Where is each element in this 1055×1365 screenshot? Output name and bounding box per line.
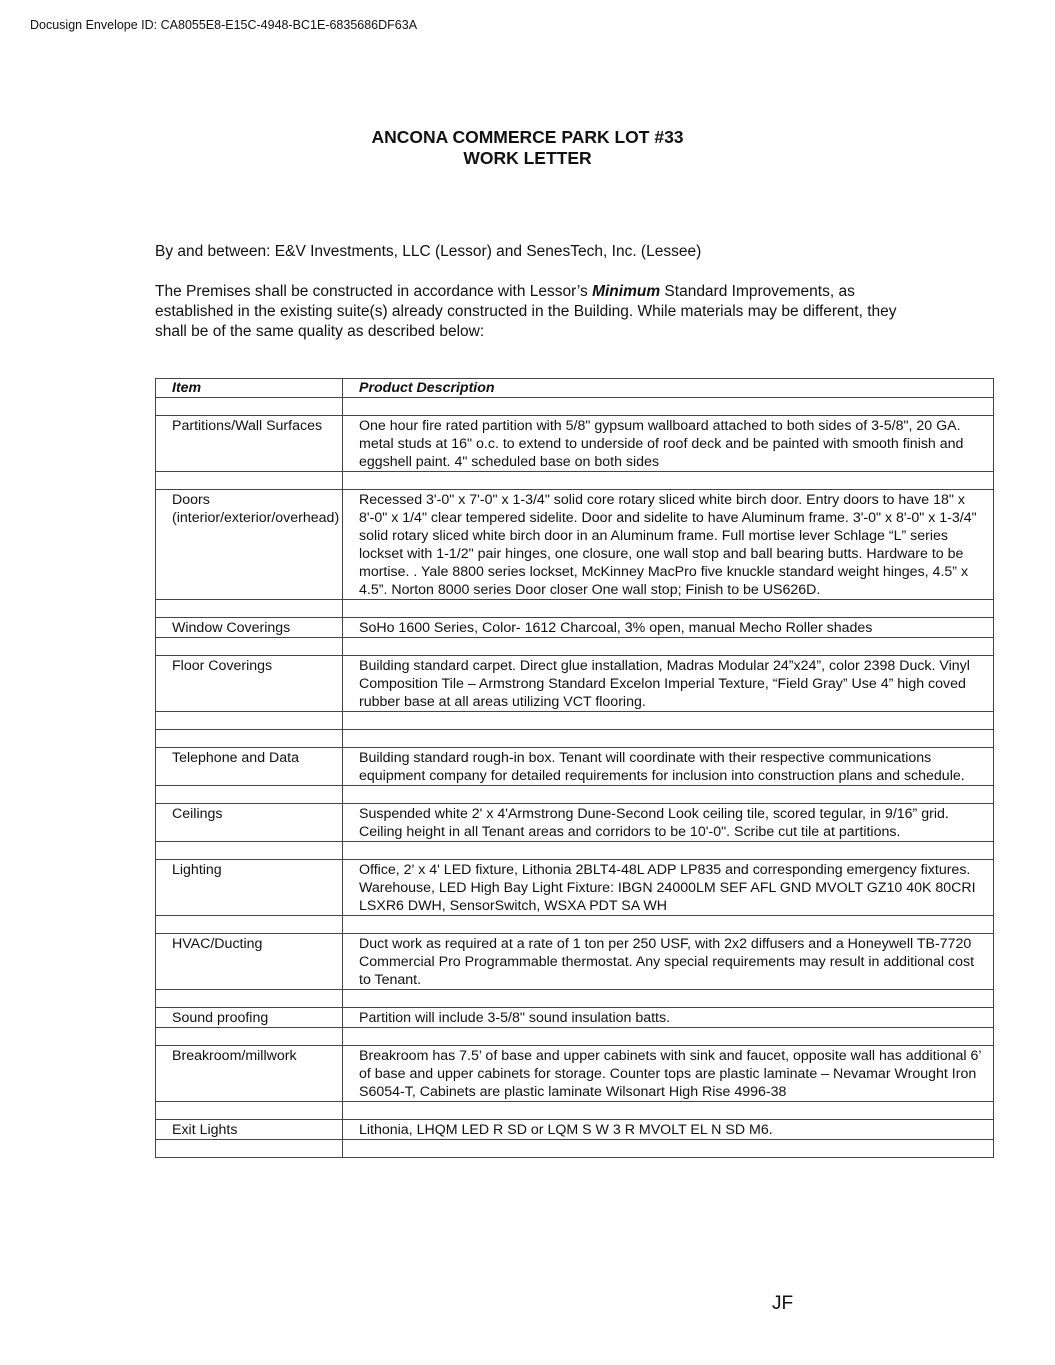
row-description: Suspended white 2' x 4'Armstrong Dune-Second Look ceiling tile, scored tegular, in 9/16” grid. Ceiling height in all Tenant areas and corridors to be 10'-0". Scribe cut tile at partitions. [343,804,994,842]
spacer-row [156,1102,994,1120]
row-item: Ceilings [156,804,343,842]
row-description: Breakroom has 7.5’ of base and upper cabinets with sink and faucet, opposite wall has additional 6’ of base and upper cabinets for storage. Counter tops are plastic laminate – Nevamar Wrought Iron S6054-T, Cabinets are plastic laminate Wilsonart High Rise 4996-38 [343,1046,994,1102]
table-row [156,1008,994,1028]
row-item: Doors (interior/exterior/overhead) [156,490,343,600]
spacer-row [156,398,994,416]
table-row [156,1120,994,1140]
table-header-row [156,379,994,398]
row-description: Duct work as required at a rate of 1 ton per 250 USF, with 2x2 diffusers and a Honeywell TB-7720 Commercial Pro Programmable thermostat. Any special requirements may result in additional cost to Tenant. [343,934,994,990]
row-item: Floor Coverings [156,656,343,712]
envelope-id: Docusign Envelope ID: CA8055E8-E15C-4948-BC1E-6835686DF63A [30,18,418,32]
table-row [156,804,994,842]
row-item: Telephone and Data [156,748,343,786]
row-description-warehouse: Warehouse, LED High Bay Light Fixture: IBGN 24000LM SEF AFL GND MVOLT GZ10 40K 80CRI LSXR6 DWH, SensorSwitch, WSXA PDT SA WH [359,880,976,914]
table-row [156,860,994,916]
row-description: SoHo 1600 Series, Color- 1612 Charcoal, 3% open, manual Mecho Roller shades [343,618,994,638]
row-item: Exit Lights [156,1120,343,1140]
table-row [156,934,994,990]
table-row [156,1046,994,1102]
intro-emphasis: Minimum [592,283,661,300]
document-title: ANCONA COMMERCE PARK LOT #33 [371,127,684,147]
intro-before: The Premises shall be constructed in accordance with Lessor’s [155,283,593,300]
row-item: Breakroom/millwork [156,1046,343,1102]
header-description: Product Description [343,379,994,398]
spacer-row [156,472,994,490]
row-item: Lighting [156,860,343,916]
table-row [156,618,994,638]
intro-paragraph [155,282,915,342]
row-description: Building standard carpet. Direct glue installation, Madras Modular 24”x24”, color 2398 Duck. Vinyl Composition Tile – Armstrong Standard Excelon Imperial Texture, “Field Gray” Use 4” high coved rubber base at all areas utilizing VCT flooring. [343,656,994,712]
spacer-row [156,990,994,1008]
spacer-row [156,712,994,730]
table-row [156,416,994,472]
spacer-row [156,842,994,860]
row-description: Lithonia, LHQM LED R SD or LQM S W 3 R MVOLT EL N SD M6. [343,1120,994,1140]
spacer-row [156,600,994,618]
spacer-row [156,916,994,934]
row-item: Window Coverings [156,618,343,638]
spacer-row [156,638,994,656]
table-row [156,656,994,712]
spacer-row [156,786,994,804]
row-item: HVAC/Ducting [156,934,343,990]
initials: JF [772,1293,794,1314]
row-item: Sound proofing [156,1008,343,1028]
parties-line: By and between: E&V Investments, LLC (Lessor) and SenesTech, Inc. (Lessee) [155,243,702,260]
row-description [343,860,994,916]
row-description: Recessed 3'-0" x 7'-0" x 1-3/4" solid core rotary sliced white birch door. Entry doors to have 18" x 8'-0" x 1/4" clear tempered sidelite. Door and sidelite to have Aluminum frame. 3'-0" x 8'-0" x 1-3/4" solid rotary sliced white birch door in an Aluminum frame. Full mortise lever Schlage “L” series lockset with 1-1/2" pair hinges, one closure, one wall stop and ball bearing butts. Hardware to be mortise. . Yale 8800 series lockset, McKinney MacPro five knuckle standard weight hinges, 4.5” x 4.5”. Norton 8000 series Door closer One wall stop; Finish to be US626D. [343,490,994,600]
table-row [156,490,994,600]
row-description-office: Office, 2' x 4' LED fixture, Lithonia 2BLT4-48L ADP LP835 and corresponding emergency fixtures. [359,862,971,878]
row-item: Partitions/Wall Surfaces [156,416,343,472]
document-subtitle: WORK LETTER [463,148,592,168]
header-item: Item [156,379,343,398]
row-description: Partition will include 3-5/8" sound insulation batts. [343,1008,994,1028]
spacer-row [156,1140,994,1158]
intro-after: Standard Improvements, as established in the existing suite(s) already constructed in the Building. While materials may be different, they shall be of the same quality as described below: [155,283,897,340]
spacer-row [156,730,994,748]
row-description: Building standard rough-in box. Tenant will coordinate with their respective communications equipment company for detailed requirements for inclusion into construction plans and schedule. [343,748,994,786]
table-row [156,748,994,786]
spacer-row [156,1028,994,1046]
row-description: One hour fire rated partition with 5/8" gypsum wallboard attached to both sides of 3-5/8", 20 GA. metal studs at 16" o.c. to extend to underside of roof deck and be painted with smooth finish and eggshell paint. 4" scheduled base on both sides [343,416,994,472]
specifications-table [155,378,994,1158]
